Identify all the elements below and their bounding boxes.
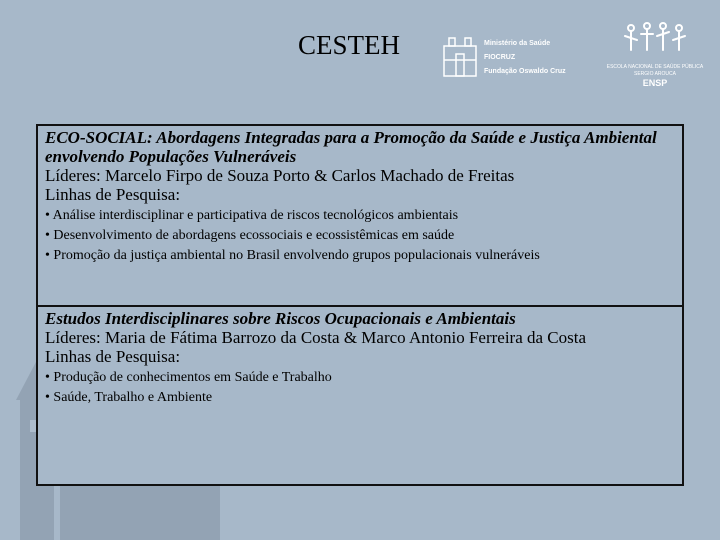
research-group-box xyxy=(36,305,684,486)
group-leaders: Líderes: Maria de Fátima Barrozo da Costa & Marco Antonio Ferreira da Costa xyxy=(45,328,587,347)
group-leaders: Líderes: Marcelo Firpo de Souza Porto & Carlos Machado de Freitas xyxy=(45,166,515,185)
research-lines-list xyxy=(45,368,675,408)
fiocruz-logo-line2: FIOCRUZ xyxy=(484,54,516,61)
research-line-item: • Análise interdisciplinar e participativa de riscos tecnológicos ambientais xyxy=(45,208,459,223)
ensp-logo xyxy=(600,20,710,90)
ensp-logo-line2: SERGIO AROUCA xyxy=(634,71,676,77)
slide-title: CESTEH xyxy=(298,30,401,60)
ensp-logo-line1: ESCOLA NACIONAL DE SAÚDE PÚBLICA xyxy=(606,64,704,70)
ensp-logo-acronym: ENSP xyxy=(642,78,668,88)
group-title: Estudos Interdisciplinares sobre Riscos Ocupacionais e Ambientais xyxy=(45,309,516,328)
research-lines-list xyxy=(45,206,675,266)
research-group-box xyxy=(36,124,684,307)
group-title: ECO-SOCIAL: Abordagens Integradas para a Promoção da Saúde e Justiça Ambiental envolvendo Populações Vulneráveis xyxy=(45,128,657,166)
fiocruz-castle-icon xyxy=(440,32,480,80)
research-line-item: • Saúde, Trabalho e Ambiente xyxy=(45,390,213,405)
fiocruz-logo-line1: Ministério da Saúde xyxy=(484,40,551,47)
research-line-item: • Promoção da justiça ambiental no Brasil envolvendo grupos populacionais vulneráveis xyxy=(45,248,540,263)
ensp-figures-icon xyxy=(615,20,695,60)
research-line-item: • Produção de conhecimentos em Saúde e Trabalho xyxy=(45,370,332,385)
fiocruz-logo-line3: Fundação Oswaldo Cruz xyxy=(484,68,566,75)
research-line-item: • Desenvolvimento de abordagens ecossociais e ecossistêmicas em saúde xyxy=(45,228,455,243)
research-lines-label: Linhas de Pesquisa: xyxy=(45,347,181,366)
fiocruz-logo xyxy=(440,32,590,82)
research-lines-label: Linhas de Pesquisa: xyxy=(45,185,181,204)
